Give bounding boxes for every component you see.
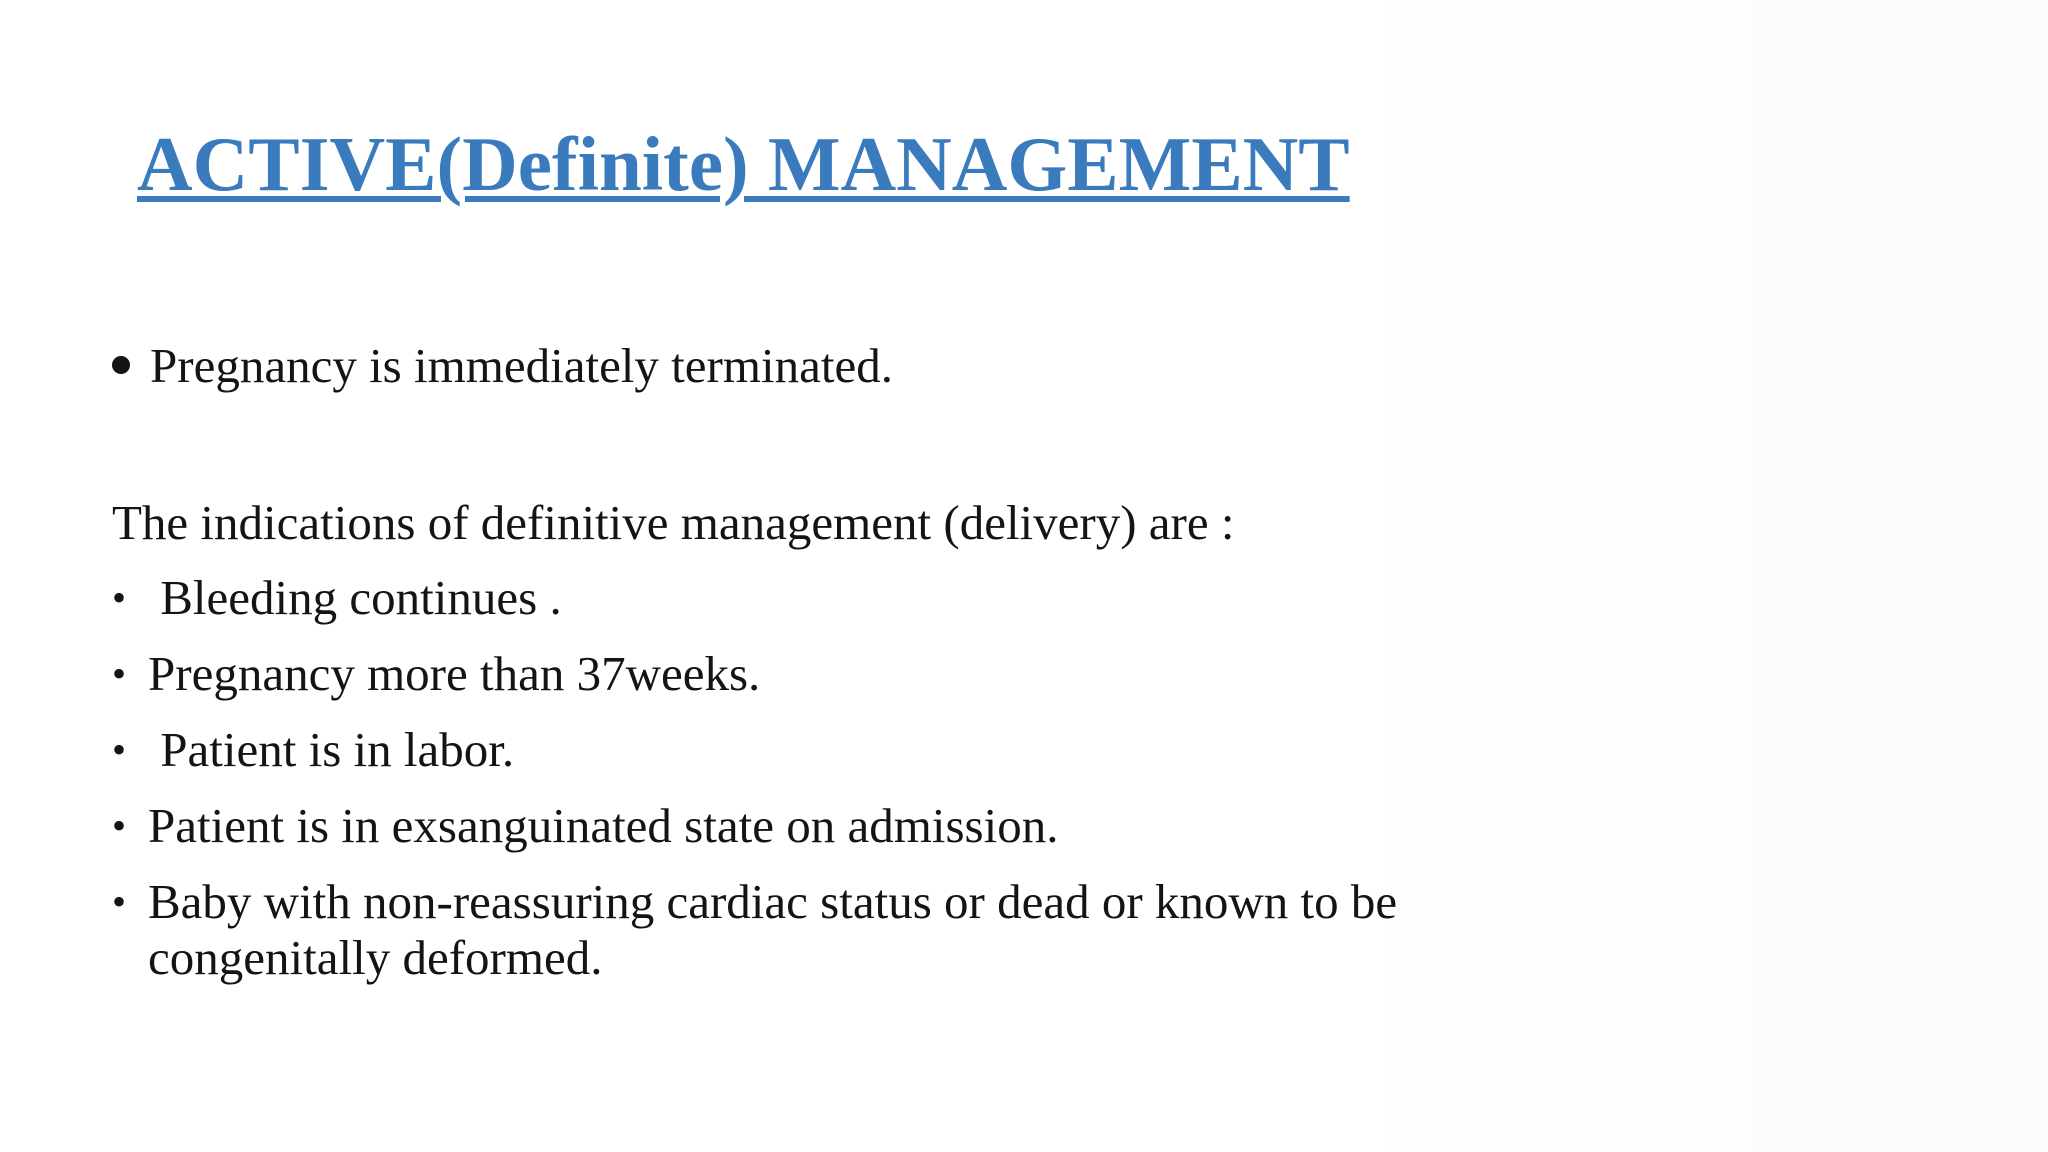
bullet-dot-icon bbox=[112, 356, 130, 374]
indications-intro: The indications of definitive management (delivery) are : bbox=[112, 495, 1235, 550]
top-bullet-text: Pregnancy is immediately terminated. bbox=[150, 338, 893, 393]
indication-item bbox=[112, 570, 1572, 626]
top-bullet-item bbox=[112, 337, 893, 396]
bullet-icon: • bbox=[112, 651, 127, 696]
indication-text: Bleeding continues . bbox=[148, 570, 562, 625]
bullet-icon: • bbox=[112, 879, 127, 924]
slide-title: ACTIVE(Definite) MANAGEMENT bbox=[137, 121, 1350, 207]
indication-item bbox=[112, 722, 1572, 778]
indication-item bbox=[112, 874, 1572, 986]
indication-item bbox=[112, 798, 1572, 854]
indications-list bbox=[112, 570, 1572, 1006]
bullet-icon: • bbox=[112, 575, 127, 620]
indication-item bbox=[112, 646, 1572, 702]
indication-text: Baby with non-reassuring cardiac status or dead or known to be congenitally deformed. bbox=[148, 874, 1398, 985]
indication-text: Patient is in labor. bbox=[148, 722, 515, 777]
bullet-icon: • bbox=[112, 727, 127, 772]
bullet-icon: • bbox=[112, 803, 127, 848]
indication-text: Patient is in exsanguinated state on admission. bbox=[148, 798, 1059, 853]
indication-text: Pregnancy more than 37weeks. bbox=[148, 646, 761, 701]
